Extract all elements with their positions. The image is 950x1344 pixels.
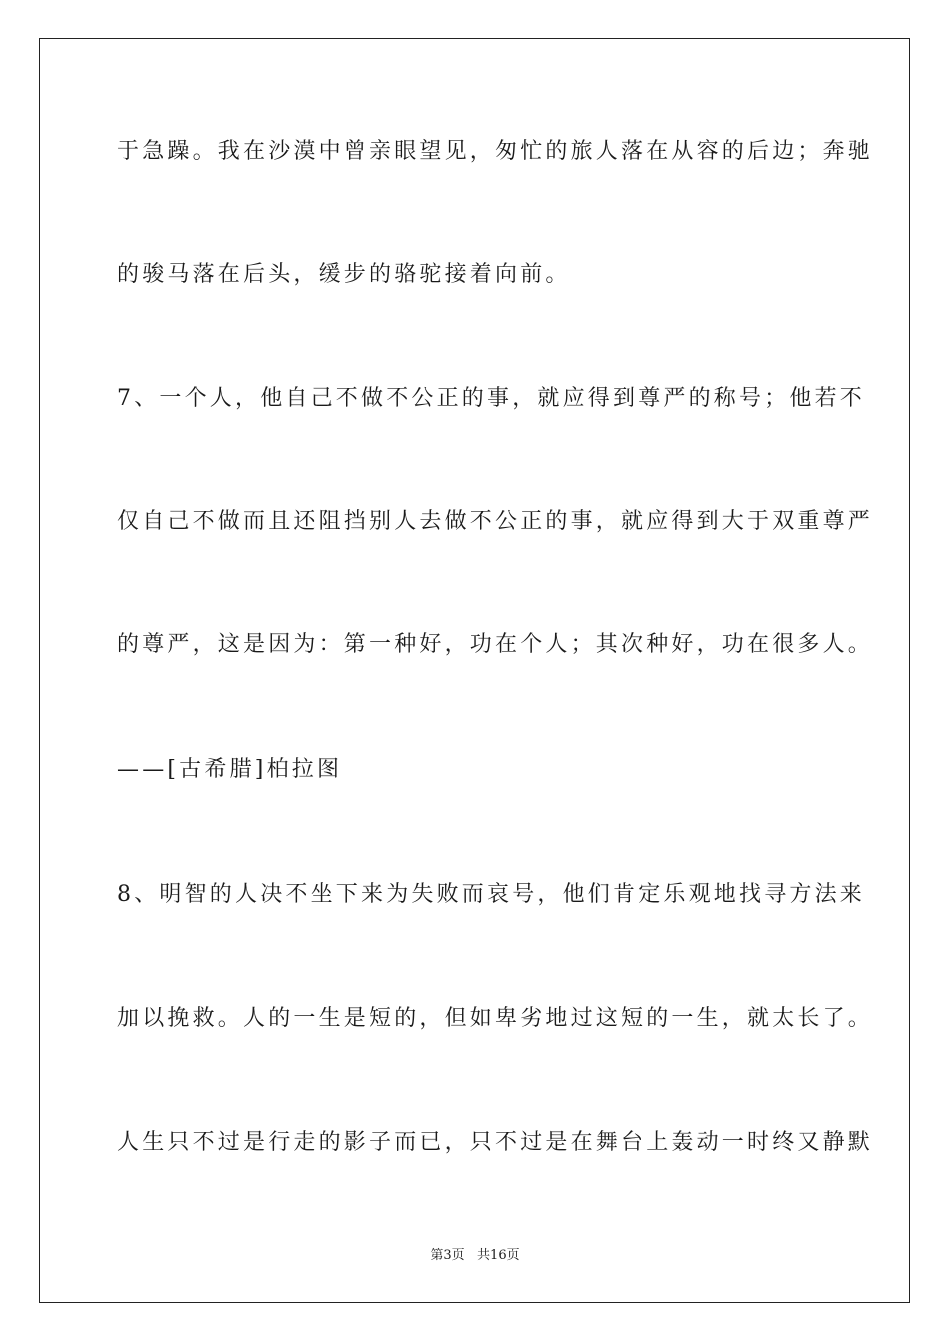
page-footer: 第3页 共16页 — [430, 1248, 520, 1263]
text-line: 8、明智的人决不坐下来为失败而哀号，他们肯定乐观地找寻方法来 — [117, 882, 865, 907]
text-line: 加以挽救。人的一生是短的，但如卑劣地过这短的一生，就太长了。 — [117, 1006, 874, 1031]
text-line: 仅自己不做而且还阻挡别人去做不公正的事，就应得到大于双重尊严 — [117, 509, 874, 534]
attribution-line: ——[古希腊]柏拉图 — [117, 757, 343, 782]
text-line: 人生只不过是行走的影子而已，只不过是在舞台上轰动一时终又静默 — [117, 1130, 874, 1155]
page-border — [39, 38, 910, 1303]
text-line: 7、一个人，他自己不做不公正的事，就应得到尊严的称号；他若不 — [117, 386, 865, 411]
text-line: 于急躁。我在沙漠中曾亲眼望见，匆忙的旅人落在从容的后边；奔驰 — [117, 139, 874, 164]
text-line: 的骏马落在后头，缓步的骆驼接着向前。 — [117, 262, 571, 287]
text-line: 的尊严，这是因为：第一种好，功在个人；其次种好，功在很多人。 — [117, 632, 874, 657]
